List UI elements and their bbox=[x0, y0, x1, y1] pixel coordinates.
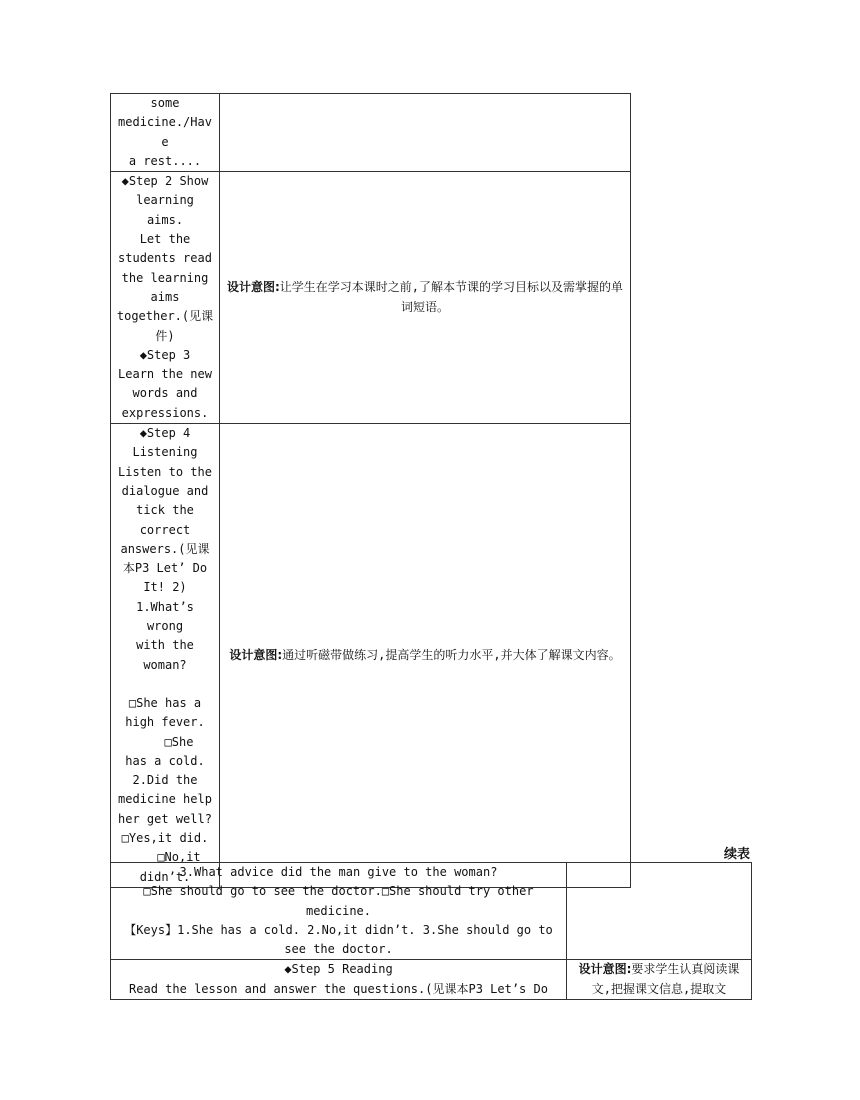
design-intent-text: 让学生在学习本课时之前,了解本节课的学习目标以及需掌握的单词短语。 bbox=[279, 280, 624, 314]
table-row bbox=[111, 94, 631, 172]
design-intent-label: 设计意图: bbox=[578, 962, 632, 977]
step-cell: ◆Step 4 Listening Listen to the dialogue and tick the correct answers.(见课 本P3 Let’ Do It! 2) 1.What’s wrong with the woman? □She has a high fever. □She has a cold. 2.Did the medicine help her get well? □Yes,it did. □No,it didn’t. bbox=[111, 424, 220, 888]
step-cell: ◆Step 2 Show learning aims. Let the students read the learning aims together.(见课 件) ◆Step 3 Learn the new words and expressions. bbox=[111, 172, 220, 424]
design-intent-text: 通过听磁带做练习,提高学生的听力水平,并大体了解课文内容。 bbox=[282, 647, 621, 662]
table-row bbox=[111, 863, 752, 960]
design-intent-label: 设计意图: bbox=[229, 647, 283, 662]
lesson-plan-table-continued bbox=[110, 862, 752, 1000]
step-cell: some medicine./Have a rest.... bbox=[111, 94, 220, 172]
table-row bbox=[111, 960, 752, 1000]
table-row bbox=[111, 424, 631, 888]
table-row bbox=[111, 172, 631, 424]
design-intent-text: 要求学生认真阅读课文,把握课文信息,提取文 bbox=[591, 962, 740, 996]
lesson-plan-table bbox=[110, 93, 631, 888]
intent-cell bbox=[220, 172, 631, 424]
continued-table-label: 续表 bbox=[723, 847, 750, 862]
intent-cell bbox=[567, 863, 752, 960]
intent-cell bbox=[220, 94, 631, 172]
step-cell: ◆Step 5 Reading Read the lesson and answer the questions.(见课本P3 Let’s Do bbox=[111, 960, 567, 1000]
intent-cell bbox=[567, 960, 752, 1000]
design-intent-label: 设计意图: bbox=[226, 280, 280, 295]
step-cell: 3.What advice did the man give to the woman? □She should go to see the doctor.□She should try other medicine. 【Keys】1.She has a cold. 2.No,it didn’t. 3.She should go to see the doctor. bbox=[111, 863, 567, 960]
intent-cell bbox=[220, 424, 631, 888]
